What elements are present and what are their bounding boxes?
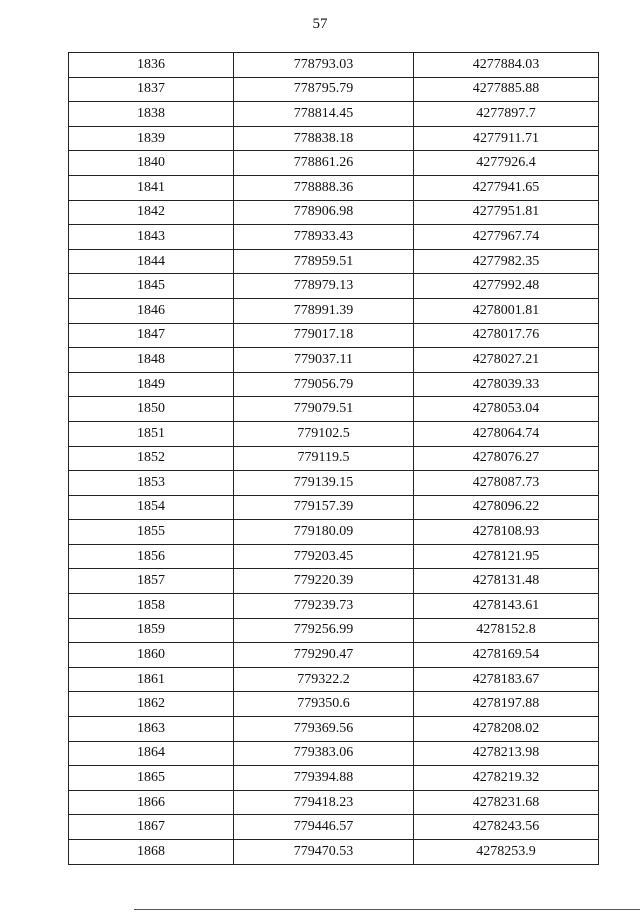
bottom-divider <box>134 909 640 910</box>
y-coordinate-cell: 4278143.61 <box>414 594 599 619</box>
table-row <box>69 766 599 791</box>
y-coordinate-cell: 4278053.04 <box>414 397 599 422</box>
x-coordinate-cell: 779394.88 <box>234 766 414 791</box>
point-number-cell: 1845 <box>69 274 234 299</box>
table-row <box>69 126 599 151</box>
point-number-cell: 1854 <box>69 495 234 520</box>
x-coordinate-cell: 779369.56 <box>234 717 414 742</box>
x-coordinate-cell: 778906.98 <box>234 200 414 225</box>
point-number-cell: 1842 <box>69 200 234 225</box>
point-number-cell: 1853 <box>69 471 234 496</box>
table-row <box>69 790 599 815</box>
y-coordinate-cell: 4277897.7 <box>414 102 599 127</box>
x-coordinate-cell: 778979.13 <box>234 274 414 299</box>
point-number-cell: 1856 <box>69 544 234 569</box>
x-coordinate-cell: 779157.39 <box>234 495 414 520</box>
point-number-cell: 1864 <box>69 741 234 766</box>
point-number-cell: 1866 <box>69 790 234 815</box>
table-row <box>69 446 599 471</box>
y-coordinate-cell: 4278076.27 <box>414 446 599 471</box>
x-coordinate-cell: 779383.06 <box>234 741 414 766</box>
y-coordinate-cell: 4278039.33 <box>414 372 599 397</box>
x-coordinate-cell: 778793.03 <box>234 53 414 78</box>
x-coordinate-cell: 779119.5 <box>234 446 414 471</box>
y-coordinate-cell: 4278017.76 <box>414 323 599 348</box>
table-row <box>69 298 599 323</box>
y-coordinate-cell: 4277992.48 <box>414 274 599 299</box>
x-coordinate-cell: 779256.99 <box>234 618 414 643</box>
table-row <box>69 643 599 668</box>
point-number-cell: 1847 <box>69 323 234 348</box>
point-number-cell: 1840 <box>69 151 234 176</box>
table-row <box>69 77 599 102</box>
x-coordinate-cell: 779079.51 <box>234 397 414 422</box>
table-row <box>69 692 599 717</box>
y-coordinate-cell: 4278152.8 <box>414 618 599 643</box>
table-row <box>69 717 599 742</box>
table-row <box>69 323 599 348</box>
point-number-cell: 1863 <box>69 717 234 742</box>
x-coordinate-cell: 778838.18 <box>234 126 414 151</box>
x-coordinate-cell: 779446.57 <box>234 815 414 840</box>
point-number-cell: 1852 <box>69 446 234 471</box>
table-row <box>69 840 599 865</box>
y-coordinate-cell: 4278219.32 <box>414 766 599 791</box>
x-coordinate-cell: 778888.36 <box>234 175 414 200</box>
x-coordinate-cell: 779037.11 <box>234 348 414 373</box>
x-coordinate-cell: 778814.45 <box>234 102 414 127</box>
x-coordinate-cell: 779102.5 <box>234 421 414 446</box>
x-coordinate-cell: 779056.79 <box>234 372 414 397</box>
x-coordinate-cell: 778861.26 <box>234 151 414 176</box>
y-coordinate-cell: 4278183.67 <box>414 667 599 692</box>
table-row <box>69 495 599 520</box>
x-coordinate-cell: 779290.47 <box>234 643 414 668</box>
y-coordinate-cell: 4278001.81 <box>414 298 599 323</box>
table-row <box>69 741 599 766</box>
table-row <box>69 151 599 176</box>
table-row <box>69 348 599 373</box>
y-coordinate-cell: 4278131.48 <box>414 569 599 594</box>
point-number-cell: 1846 <box>69 298 234 323</box>
x-coordinate-cell: 779203.45 <box>234 544 414 569</box>
table-row <box>69 175 599 200</box>
point-number-cell: 1851 <box>69 421 234 446</box>
table-row <box>69 53 599 78</box>
x-coordinate-cell: 778991.39 <box>234 298 414 323</box>
y-coordinate-cell: 4277884.03 <box>414 53 599 78</box>
table-row <box>69 421 599 446</box>
table-row <box>69 594 599 619</box>
table-row <box>69 372 599 397</box>
y-coordinate-cell: 4278121.95 <box>414 544 599 569</box>
table-row <box>69 569 599 594</box>
y-coordinate-cell: 4277982.35 <box>414 249 599 274</box>
y-coordinate-cell: 4278169.54 <box>414 643 599 668</box>
x-coordinate-cell: 778933.43 <box>234 225 414 250</box>
table-row <box>69 102 599 127</box>
point-number-cell: 1855 <box>69 520 234 545</box>
x-coordinate-cell: 779470.53 <box>234 840 414 865</box>
point-number-cell: 1839 <box>69 126 234 151</box>
x-coordinate-cell: 779180.09 <box>234 520 414 545</box>
table-row <box>69 249 599 274</box>
x-coordinate-cell: 779139.15 <box>234 471 414 496</box>
point-number-cell: 1838 <box>69 102 234 127</box>
point-number-cell: 1844 <box>69 249 234 274</box>
point-number-cell: 1843 <box>69 225 234 250</box>
point-number-cell: 1849 <box>69 372 234 397</box>
y-coordinate-cell: 4277941.65 <box>414 175 599 200</box>
page-number: 57 <box>312 16 328 32</box>
table-row <box>69 225 599 250</box>
x-coordinate-cell: 778959.51 <box>234 249 414 274</box>
point-number-cell: 1861 <box>69 667 234 692</box>
y-coordinate-cell: 4278253.9 <box>414 840 599 865</box>
point-number-cell: 1841 <box>69 175 234 200</box>
point-number-cell: 1850 <box>69 397 234 422</box>
table-row <box>69 397 599 422</box>
point-number-cell: 1848 <box>69 348 234 373</box>
y-coordinate-cell: 4278108.93 <box>414 520 599 545</box>
x-coordinate-cell: 778795.79 <box>234 77 414 102</box>
y-coordinate-cell: 4278243.56 <box>414 815 599 840</box>
table-row <box>69 471 599 496</box>
y-coordinate-cell: 4278096.22 <box>414 495 599 520</box>
table-row <box>69 618 599 643</box>
x-coordinate-cell: 779322.2 <box>234 667 414 692</box>
table-row <box>69 274 599 299</box>
point-number-cell: 1868 <box>69 840 234 865</box>
y-coordinate-cell: 4278027.21 <box>414 348 599 373</box>
x-coordinate-cell: 779017.18 <box>234 323 414 348</box>
table-row <box>69 520 599 545</box>
x-coordinate-cell: 779220.39 <box>234 569 414 594</box>
y-coordinate-cell: 4277967.74 <box>414 225 599 250</box>
y-coordinate-cell: 4277926.4 <box>414 151 599 176</box>
y-coordinate-cell: 4277885.88 <box>414 77 599 102</box>
y-coordinate-cell: 4277951.81 <box>414 200 599 225</box>
coordinate-table-body <box>69 53 599 865</box>
y-coordinate-cell: 4278197.88 <box>414 692 599 717</box>
point-number-cell: 1860 <box>69 643 234 668</box>
point-number-cell: 1867 <box>69 815 234 840</box>
y-coordinate-cell: 4278231.68 <box>414 790 599 815</box>
point-number-cell: 1837 <box>69 77 234 102</box>
y-coordinate-cell: 4278064.74 <box>414 421 599 446</box>
point-number-cell: 1858 <box>69 594 234 619</box>
x-coordinate-cell: 779350.6 <box>234 692 414 717</box>
coordinate-table <box>68 52 599 865</box>
y-coordinate-cell: 4278087.73 <box>414 471 599 496</box>
y-coordinate-cell: 4277911.71 <box>414 126 599 151</box>
point-number-cell: 1862 <box>69 692 234 717</box>
y-coordinate-cell: 4278213.98 <box>414 741 599 766</box>
point-number-cell: 1865 <box>69 766 234 791</box>
table-row <box>69 544 599 569</box>
table-row <box>69 815 599 840</box>
point-number-cell: 1836 <box>69 53 234 78</box>
x-coordinate-cell: 779418.23 <box>234 790 414 815</box>
table-row <box>69 200 599 225</box>
table-row <box>69 667 599 692</box>
x-coordinate-cell: 779239.73 <box>234 594 414 619</box>
point-number-cell: 1859 <box>69 618 234 643</box>
point-number-cell: 1857 <box>69 569 234 594</box>
y-coordinate-cell: 4278208.02 <box>414 717 599 742</box>
